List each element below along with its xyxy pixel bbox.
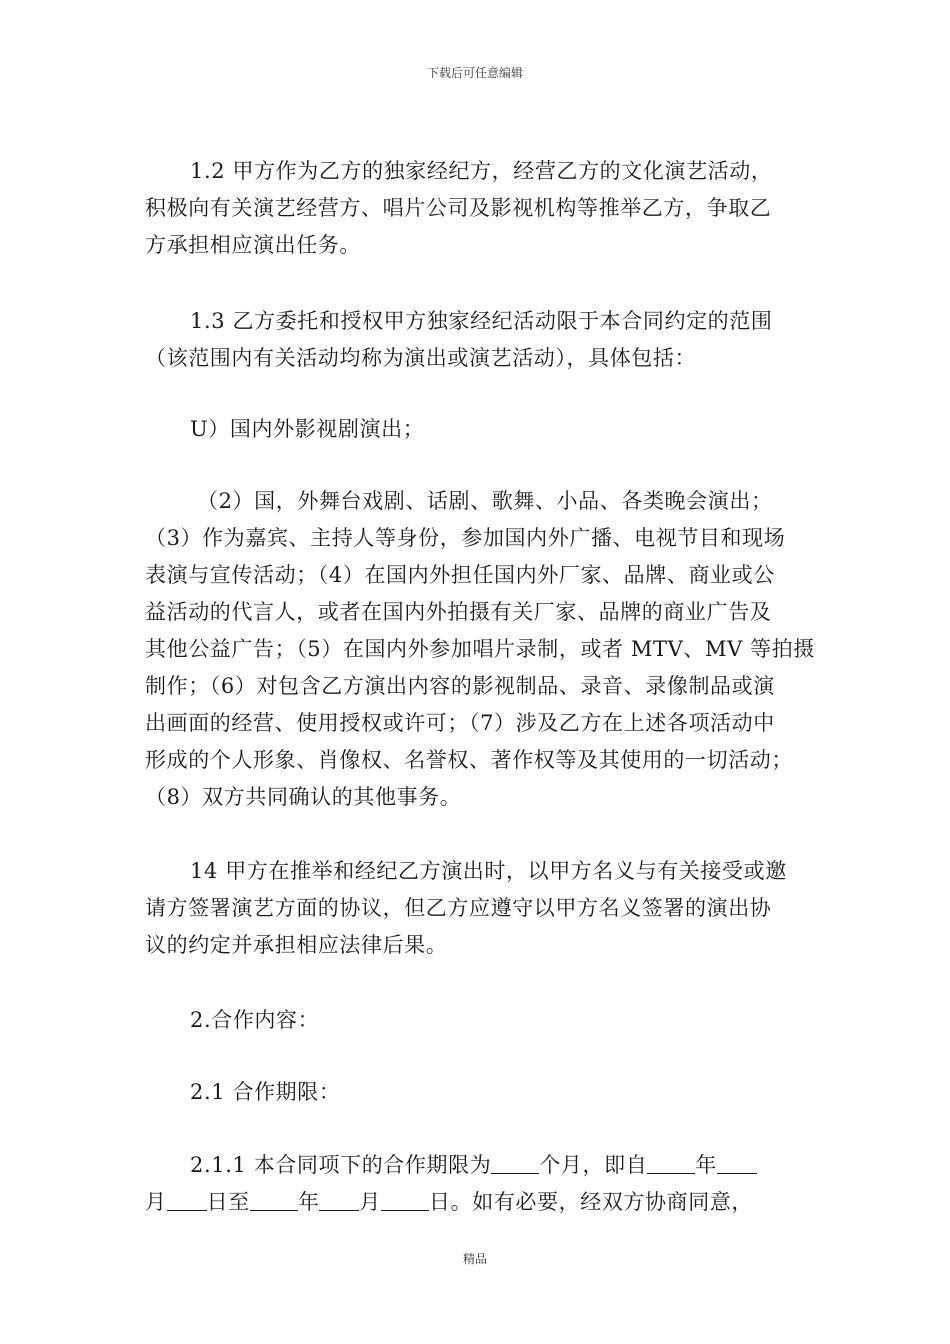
fill-in-blank-start-year[interactable] xyxy=(647,1151,695,1174)
text-line: 议的约定并承担相应法律后果。 xyxy=(145,933,448,957)
fill-in-blank-end-year[interactable] xyxy=(250,1188,298,1211)
text-line: 2.1 合作期限： xyxy=(190,1080,341,1104)
text-line: （8）双方共同确认的其他事务。 xyxy=(145,785,462,809)
paragraph-item-1 xyxy=(145,411,815,448)
page-header: 下载后可任意编辑 xyxy=(426,66,523,80)
text-line: 1.3 乙方委托和授权甲方独家经纪活动限于本合同约定的范围 xyxy=(190,309,773,333)
text-line: （2）国，外舞台戏剧、话剧、歌舞、小品、各类晚会演出； xyxy=(197,489,773,513)
text-line: 方承担相应演出任务。 xyxy=(145,233,361,257)
text-line: 2.合作内容： xyxy=(190,1008,320,1032)
text-line: 制作；（6）对包含乙方演出内容的影视制品、录音、录像制品或演 xyxy=(145,674,775,698)
text-line xyxy=(145,1184,815,1221)
text-segment: 月 xyxy=(145,1190,167,1214)
paragraph-1-4 xyxy=(145,853,815,964)
fill-in-blank-end-day[interactable] xyxy=(381,1188,429,1211)
text-line: 请方签署演艺方面的协议，但乙方应遵守以甲方名义签署的演出协 xyxy=(145,896,772,920)
text-line: 14 甲方在推举和经纪乙方演出时，以甲方名义与有关接受或邀 xyxy=(190,859,787,883)
text-line: 表演与宣传活动；（4）在国内外担任国内外厂家、品牌、商业或公 xyxy=(145,563,775,587)
paragraph-items-2-8 xyxy=(145,483,815,816)
text-segment: 日至 xyxy=(206,1190,250,1214)
text-line: 形成的个人形象、肖像权、名誉权、著作权等及其使用的一切活动； xyxy=(145,748,793,772)
paragraph-1-3 xyxy=(145,303,815,377)
text-segment: 2.1.1 本合同项下的合作期限为 xyxy=(190,1153,492,1177)
page-footer: 精品 xyxy=(462,1252,487,1266)
text-line: U）国内外影视剧演出； xyxy=(190,417,425,441)
text-line: 出画面的经营、使用授权或许可；（7）涉及乙方在上述各项活动中 xyxy=(145,711,775,735)
text-line: 积极向有关演艺经营方、唱片公司及影视机构等推举乙方，争取乙 xyxy=(145,196,772,220)
text-line: （3）作为嘉宾、主持人等身份，参加国内外广播、电视节目和现场 xyxy=(145,526,786,550)
text-segment: 年 xyxy=(297,1190,320,1214)
fill-in-blank-start-month[interactable] xyxy=(717,1151,757,1174)
text-segment: 月 xyxy=(359,1190,382,1214)
text-line: （该范围内有关活动均称为演出或演艺活动），具体包括： xyxy=(145,346,697,370)
section-heading-2 xyxy=(145,1002,815,1039)
fill-in-blank-months[interactable] xyxy=(491,1151,539,1174)
paragraph-2-1-1 xyxy=(145,1147,815,1221)
text-segment: 个月，即自 xyxy=(539,1153,648,1177)
text-line xyxy=(145,1147,815,1184)
text-line: 益活动的代言人，或者在国内外拍摄有关厂家、品牌的商业广告及 xyxy=(145,600,772,624)
text-segment: 年 xyxy=(695,1153,717,1177)
section-heading-2-1 xyxy=(145,1074,815,1111)
text-segment: 日。如有必要，经双方协商同意， xyxy=(429,1190,754,1214)
text-line: 1.2 甲方作为乙方的独家经纪方，经营乙方的文化演艺活动， xyxy=(190,159,773,183)
fill-in-blank-start-day[interactable] xyxy=(167,1188,207,1211)
fill-in-blank-end-month[interactable] xyxy=(319,1188,359,1211)
text-line: 其他公益广告；（5）在国内外参加唱片录制，或者 MTV、MV 等拍摄 xyxy=(145,637,815,661)
paragraph-1-2 xyxy=(145,153,815,264)
